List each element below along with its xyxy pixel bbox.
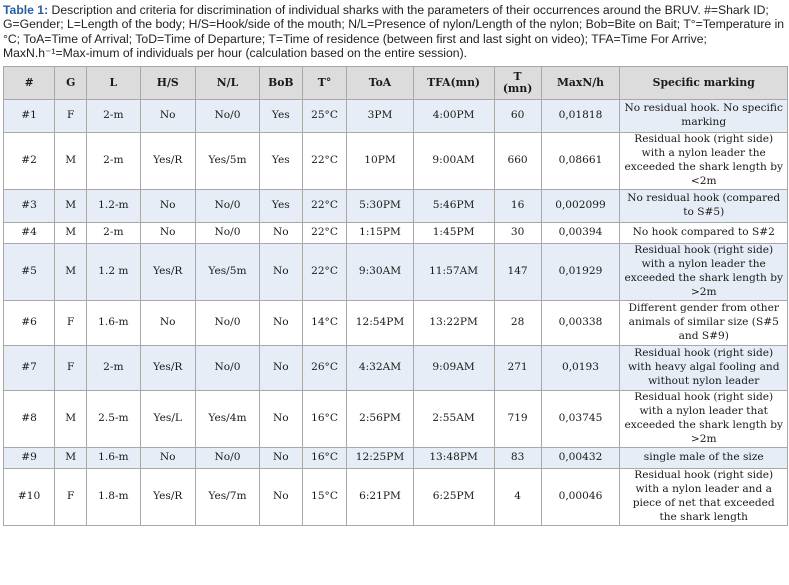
time-of-residence-cell: 60: [494, 100, 541, 133]
time-for-arrive-cell: 5:46PM: [413, 190, 494, 223]
gender-cell: M: [55, 244, 87, 301]
length-cell: 2-m: [87, 100, 140, 133]
shark-id-cell: #7: [4, 346, 55, 391]
header-temperature: T°: [302, 67, 347, 100]
time-for-arrive-cell: 6:25PM: [413, 469, 494, 526]
gender-cell: M: [55, 190, 87, 223]
temperature-cell: 22°C: [302, 223, 347, 244]
nylon-length-cell: No/0: [195, 301, 259, 346]
shark-id-cell: #5: [4, 244, 55, 301]
time-of-arrival-cell: 5:30PM: [347, 190, 413, 223]
gender-cell: M: [55, 448, 87, 469]
temperature-cell: 22°C: [302, 244, 347, 301]
shark-id-cell: #6: [4, 301, 55, 346]
bite-on-bait-cell: No: [259, 469, 302, 526]
specific-marking-cell: Residual hook (right side) with a nylon leader and a piece of net that exceeded the shark length: [620, 469, 788, 526]
time-of-residence-cell: 83: [494, 448, 541, 469]
time-of-residence-cell: 271: [494, 346, 541, 391]
temperature-cell: 16°C: [302, 391, 347, 448]
specific-marking-cell: No residual hook. No specific marking: [620, 100, 788, 133]
table-row: [4, 469, 788, 526]
nylon-length-cell: Yes/4m: [195, 391, 259, 448]
bite-on-bait-cell: No: [259, 346, 302, 391]
header-time-of-arrival: ToA: [347, 67, 413, 100]
header-gender: G: [55, 67, 87, 100]
maxn-per-hour-cell: 0,002099: [541, 190, 620, 223]
time-of-arrival-cell: 10PM: [347, 133, 413, 190]
shark-id-cell: #10: [4, 469, 55, 526]
header-maxn-per-hour: MaxN/h: [541, 67, 620, 100]
gender-cell: F: [55, 469, 87, 526]
table-row: [4, 346, 788, 391]
specific-marking-cell: Residual hook (right side) with heavy algal fooling and without nylon leader: [620, 346, 788, 391]
hook-side-cell: No: [140, 301, 195, 346]
header-row: [4, 67, 788, 100]
hook-side-cell: No: [140, 100, 195, 133]
nylon-length-cell: No/0: [195, 190, 259, 223]
time-of-residence-cell: 30: [494, 223, 541, 244]
bite-on-bait-cell: No: [259, 223, 302, 244]
hook-side-cell: No: [140, 448, 195, 469]
hook-side-cell: Yes/L: [140, 391, 195, 448]
nylon-length-cell: Yes/5m: [195, 133, 259, 190]
table-row: [4, 190, 788, 223]
table-caption: [3, 3, 787, 60]
temperature-cell: 25°C: [302, 100, 347, 133]
time-of-residence-cell: 16: [494, 190, 541, 223]
specific-marking-cell: Residual hook (right side) with a nylon leader the exceeded the shark length by <2m: [620, 133, 788, 190]
maxn-per-hour-cell: 0,00432: [541, 448, 620, 469]
length-cell: 1.2 m: [87, 244, 140, 301]
length-cell: 2-m: [87, 223, 140, 244]
time-for-arrive-cell: 2:55AM: [413, 391, 494, 448]
nylon-length-cell: Yes/7m: [195, 469, 259, 526]
bite-on-bait-cell: Yes: [259, 190, 302, 223]
header-hook-side: H/S: [140, 67, 195, 100]
temperature-cell: 16°C: [302, 448, 347, 469]
specific-marking-cell: Different gender from other animals of similar size (S#5 and S#9): [620, 301, 788, 346]
time-for-arrive-cell: 11:57AM: [413, 244, 494, 301]
temperature-cell: 15°C: [302, 469, 347, 526]
length-cell: 2.5-m: [87, 391, 140, 448]
time-of-arrival-cell: 2:56PM: [347, 391, 413, 448]
hook-side-cell: Yes/R: [140, 133, 195, 190]
hook-side-cell: Yes/R: [140, 469, 195, 526]
hook-side-cell: No: [140, 223, 195, 244]
shark-id-cell: #2: [4, 133, 55, 190]
nylon-length-cell: Yes/5m: [195, 244, 259, 301]
nylon-length-cell: No/0: [195, 100, 259, 133]
time-of-arrival-cell: 12:54PM: [347, 301, 413, 346]
bite-on-bait-cell: No: [259, 391, 302, 448]
time-of-residence-cell: 719: [494, 391, 541, 448]
hook-side-cell: Yes/R: [140, 346, 195, 391]
time-of-arrival-cell: 6:21PM: [347, 469, 413, 526]
bite-on-bait-cell: No: [259, 244, 302, 301]
nylon-length-cell: No/0: [195, 346, 259, 391]
maxn-per-hour-cell: 0,00394: [541, 223, 620, 244]
length-cell: 1.2-m: [87, 190, 140, 223]
gender-cell: M: [55, 391, 87, 448]
header-specific-marking: Specific marking: [620, 67, 788, 100]
time-for-arrive-cell: 9:09AM: [413, 346, 494, 391]
header-bite-on-bait: BoB: [259, 67, 302, 100]
time-of-residence-cell: 660: [494, 133, 541, 190]
gender-cell: M: [55, 223, 87, 244]
specific-marking-cell: No hook compared to S#2: [620, 223, 788, 244]
time-for-arrive-cell: 4:00PM: [413, 100, 494, 133]
gender-cell: M: [55, 133, 87, 190]
bite-on-bait-cell: No: [259, 448, 302, 469]
header-nylon-length: N/L: [195, 67, 259, 100]
hook-side-cell: Yes/R: [140, 244, 195, 301]
table-row: [4, 301, 788, 346]
length-cell: 2-m: [87, 346, 140, 391]
table-row: [4, 133, 788, 190]
temperature-cell: 26°C: [302, 346, 347, 391]
length-cell: 1.8-m: [87, 469, 140, 526]
gender-cell: F: [55, 346, 87, 391]
maxn-per-hour-cell: 0,08661: [541, 133, 620, 190]
time-for-arrive-cell: 13:48PM: [413, 448, 494, 469]
time-of-arrival-cell: 1:15PM: [347, 223, 413, 244]
temperature-cell: 22°C: [302, 190, 347, 223]
shark-id-cell: #9: [4, 448, 55, 469]
maxn-per-hour-cell: 0,01818: [541, 100, 620, 133]
shark-id-cell: #1: [4, 100, 55, 133]
length-cell: 1.6-m: [87, 448, 140, 469]
temperature-cell: 14°C: [302, 301, 347, 346]
time-of-residence-cell: 4: [494, 469, 541, 526]
table-row: [4, 244, 788, 301]
time-of-arrival-cell: 9:30AM: [347, 244, 413, 301]
maxn-per-hour-cell: 0,01929: [541, 244, 620, 301]
caption-label: Table 1:: [3, 3, 49, 17]
header-id: #: [4, 67, 55, 100]
specific-marking-cell: No residual hook (compared to S#5): [620, 190, 788, 223]
maxn-per-hour-cell: 0,03745: [541, 391, 620, 448]
time-of-residence-cell: 147: [494, 244, 541, 301]
length-cell: 1.6-m: [87, 301, 140, 346]
time-of-arrival-cell: 12:25PM: [347, 448, 413, 469]
time-of-arrival-cell: 3PM: [347, 100, 413, 133]
table-row: [4, 391, 788, 448]
temperature-cell: 22°C: [302, 133, 347, 190]
nylon-length-cell: No/0: [195, 223, 259, 244]
shark-id-cell: #4: [4, 223, 55, 244]
shark-table: [3, 66, 788, 526]
length-cell: 2-m: [87, 133, 140, 190]
time-of-residence-cell: 28: [494, 301, 541, 346]
header-length: L: [87, 67, 140, 100]
maxn-per-hour-cell: 0,00046: [541, 469, 620, 526]
shark-id-cell: #3: [4, 190, 55, 223]
header-time-for-arrive: TFA(mn): [413, 67, 494, 100]
specific-marking-cell: Residual hook (right side) with a nylon leader the exceeded the shark length by >2m: [620, 244, 788, 301]
gender-cell: F: [55, 301, 87, 346]
maxn-per-hour-cell: 0,00338: [541, 301, 620, 346]
bite-on-bait-cell: No: [259, 301, 302, 346]
table-row: [4, 223, 788, 244]
table-row: [4, 448, 788, 469]
header-time-of-residence: T (mn): [494, 67, 541, 100]
time-for-arrive-cell: 9:00AM: [413, 133, 494, 190]
shark-id-cell: #8: [4, 391, 55, 448]
gender-cell: F: [55, 100, 87, 133]
time-for-arrive-cell: 13:22PM: [413, 301, 494, 346]
specific-marking-cell: single male of the size: [620, 448, 788, 469]
bite-on-bait-cell: Yes: [259, 133, 302, 190]
nylon-length-cell: No/0: [195, 448, 259, 469]
time-for-arrive-cell: 1:45PM: [413, 223, 494, 244]
hook-side-cell: No: [140, 190, 195, 223]
caption-text: Description and criteria for discrimination of individual sharks with the parameters of their occurrences around the BRUV. #=Shark ID; G=Gender; L=Length of the body; H/S=Hook/side of the mouth; N/L=Presence of nylon/Length of the nylon; Bob=Bite on Bait; T°=Temperature in °C; ToA=Time of Arrival; ToD=Time of Departure; T=Time of residence (between first and last sight on video); TFA=Time For Arrive; MaxN.h⁻¹=Max-imum of individuals per hour (calculation based on the entire session).: [3, 3, 785, 60]
bite-on-bait-cell: Yes: [259, 100, 302, 133]
maxn-per-hour-cell: 0,0193: [541, 346, 620, 391]
table-row: [4, 100, 788, 133]
time-of-arrival-cell: 4:32AM: [347, 346, 413, 391]
specific-marking-cell: Residual hook (right side) with a nylon leader that exceeded the shark length by >2m: [620, 391, 788, 448]
